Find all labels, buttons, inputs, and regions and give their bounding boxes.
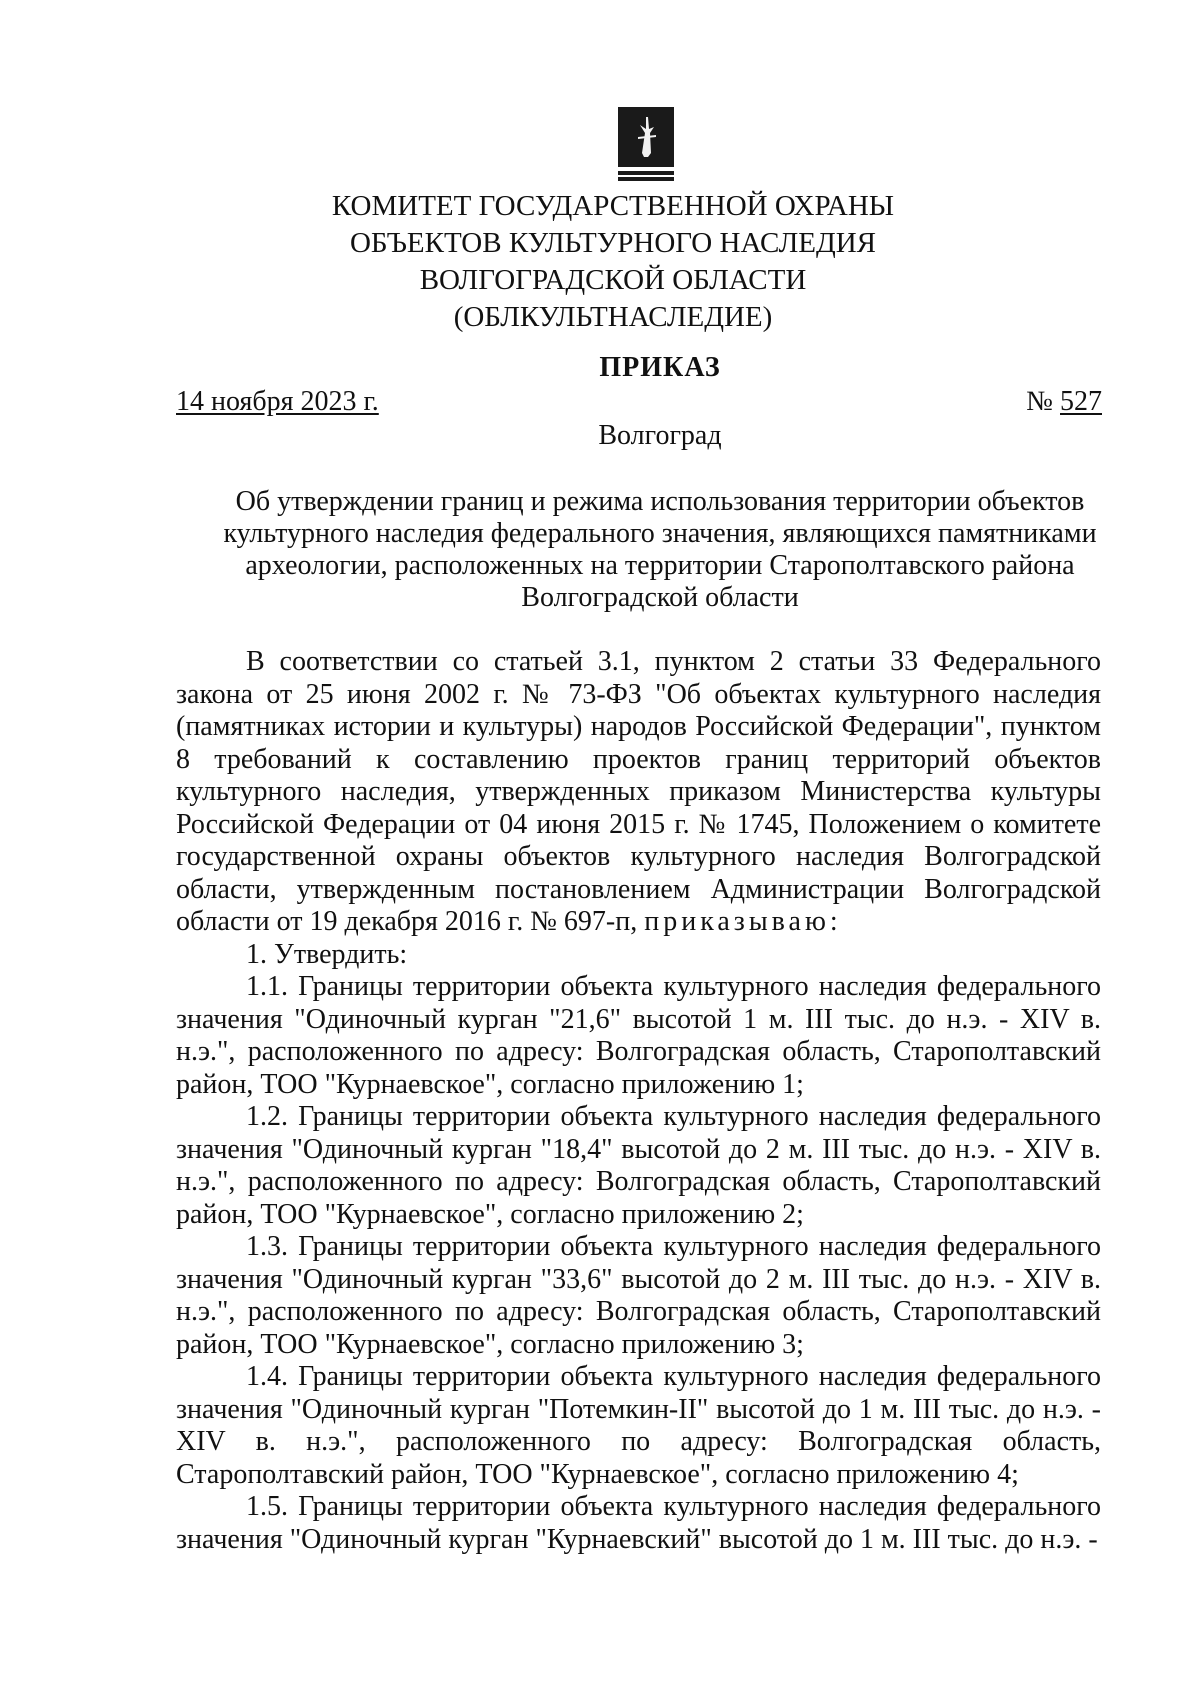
organization-header: [300, 188, 926, 336]
order-body: [176, 646, 1101, 1556]
order-subject: Об утверждении границ и режима использования территории объектов культурного наследия федерального значения, являющихся памятниками археологии, расположенных на территории Старополтавского района Волгоградской области: [223, 486, 1097, 613]
item-1: 1. Утвердить:: [246, 938, 408, 970]
header-line-3: ВОЛГОГРАДСКОЙ ОБЛАСТИ: [419, 264, 807, 296]
header-line-4: (ОБЛКУЛЬТНАСЛЕДИЕ): [453, 301, 773, 333]
preamble-paragraph: [176, 646, 1101, 939]
order-number-value: 527: [1060, 386, 1102, 417]
order-number-prefix: №: [1026, 386, 1053, 417]
order-title: ПРИКАЗ: [599, 352, 721, 383]
header-line-1: КОМИТЕТ ГОСУДАРСТВЕННОЙ ОХРАНЫ: [331, 190, 895, 222]
header-line-2: ОБЪЕКТОВ КУЛЬТУРНОГО НАСЛЕДИЯ: [349, 227, 877, 259]
order-city: Волгоград: [598, 420, 722, 451]
order-number: [1026, 386, 1102, 418]
volgograd-emblem-icon: [618, 107, 674, 183]
item-1-5: 1.5. Границы территории объекта культурного наследия федерального значения "Одиночный курган "Курнаевский" высотой до 1 м. III тыс. до н.э. -: [176, 1491, 1101, 1555]
order-date: 14 ноября 2023 г.: [176, 386, 379, 417]
order-word: приказываю:: [644, 906, 842, 937]
item-1-2: 1.2. Границы территории объекта культурного наследия федерального значения "Одиночный курган "18,4" высотой до 2 м. III тыс. до н.э. - XIV в. н.э.", расположенного по адресу: Волгоградская область, Старополтавский район, ТОО "Курнаевское", согласно приложению 2;: [176, 1101, 1101, 1230]
item-1-1: 1.1. Границы территории объекта культурного наследия федерального значения "Одиночный курган "21,6" высотой 1 м. III тыс. до н.э. - XIV в. н.э.", расположенного по адресу: Волгоградская область, Старополтавский район, ТОО "Курнаевское", согласно приложению 1;: [176, 971, 1101, 1100]
item-1-4: 1.4. Границы территории объекта культурного наследия федерального значения "Одиночный курган "Потемкин-II" высотой до 1 м. III тыс. до н.э. - XIV в. н.э.", расположенного по адресу: Волгоградская область, Старополтавский район, ТОО "Курнаевское", согласно приложению 4;: [176, 1361, 1101, 1490]
item-1-3: 1.3. Границы территории объекта культурного наследия федерального значения "Одиночный курган "33,6" высотой до 2 м. III тыс. до н.э. - XIV в. н.э.", расположенного по адресу: Волгоградская область, Старополтавский район, ТОО "Курнаевское", согласно приложению 3;: [176, 1231, 1101, 1360]
preamble-text: В соответствии со статьей 3.1, пунктом 2 статьи 33 Федерального закона от 25 июня 2002 г. № 73-ФЗ "Об объектах культурного наследия (памятниках истории и культуры) народов Российской Федерации", пунктом 8 требований к составлению проектов границ территорий объектов культурного наследия, утвержденных приказом Министерства культуры Российской Федерации от 04 июня 2015 г. № 1745, Положением о комитете государственной охраны объектов культурного наследия Волгоградской области, утвержденным постановлением Администрации Волгоградской области от 19 декабря 2016 г. № 697-п,: [176, 646, 1101, 937]
